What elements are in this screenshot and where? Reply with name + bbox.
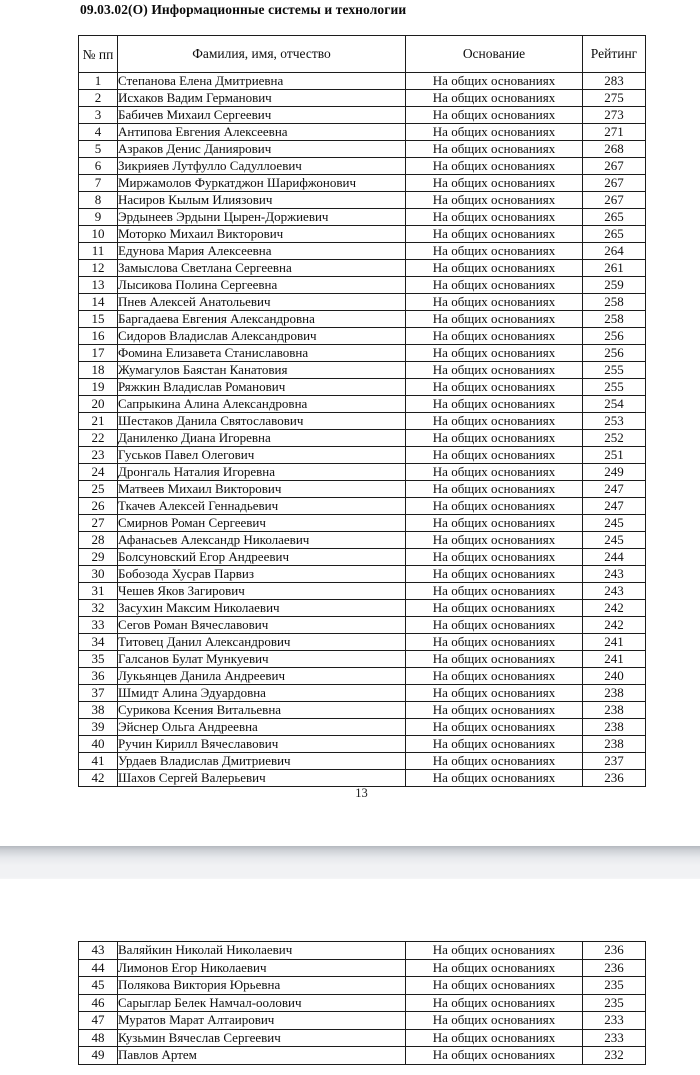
cell-name: Чешев Яков Загирович — [118, 583, 406, 600]
rank-table-page-2 — [78, 941, 646, 1065]
cell-num: 7 — [79, 175, 118, 192]
table-row — [79, 566, 646, 583]
cell-basis: На общих основаниях — [406, 141, 583, 158]
table-row — [79, 1012, 646, 1030]
cell-name: Шмидт Алина Эдуардовна — [118, 685, 406, 702]
cell-num: 6 — [79, 158, 118, 175]
cell-basis: На общих основаниях — [406, 345, 583, 362]
table-row — [79, 942, 646, 960]
cell-num: 44 — [79, 959, 118, 977]
cell-name: Гуськов Павел Олегович — [118, 447, 406, 464]
cell-rating: 236 — [583, 770, 646, 787]
cell-basis: На общих основаниях — [406, 362, 583, 379]
cell-name: Болсуновский Егор Андреевич — [118, 549, 406, 566]
cell-name: Сарыглар Белек Намчал-оолович — [118, 994, 406, 1012]
table-row — [79, 260, 646, 277]
cell-name: Исхаков Вадим Германович — [118, 90, 406, 107]
rank-table-page-1 — [78, 35, 646, 787]
cell-name: Сидоров Владислав Александрович — [118, 328, 406, 345]
cell-rating: 265 — [583, 209, 646, 226]
cell-name: Муратов Марат Алтаирович — [118, 1012, 406, 1030]
cell-num: 34 — [79, 634, 118, 651]
cell-rating: 267 — [583, 158, 646, 175]
table-row — [79, 515, 646, 532]
cell-num: 11 — [79, 243, 118, 260]
table-row — [79, 413, 646, 430]
cell-name: Азраков Денис Даниярович — [118, 141, 406, 158]
cell-basis: На общих основаниях — [406, 481, 583, 498]
cell-name: Афанасьев Александр Николаевич — [118, 532, 406, 549]
table-row — [79, 328, 646, 345]
cell-basis: На общих основаниях — [406, 719, 583, 736]
cell-rating: 242 — [583, 600, 646, 617]
rank-table-body-1 — [79, 73, 646, 787]
cell-name: Полякова Виктория Юрьевна — [118, 977, 406, 995]
cell-num: 30 — [79, 566, 118, 583]
table-row — [79, 498, 646, 515]
cell-num: 40 — [79, 736, 118, 753]
table-row — [79, 345, 646, 362]
cell-num: 42 — [79, 770, 118, 787]
cell-rating: 256 — [583, 328, 646, 345]
cell-basis: На общих основаниях — [406, 243, 583, 260]
table-row — [79, 175, 646, 192]
cell-rating: 243 — [583, 583, 646, 600]
cell-basis: На общих основаниях — [406, 600, 583, 617]
cell-rating: 241 — [583, 634, 646, 651]
cell-name: Смирнов Роман Сергеевич — [118, 515, 406, 532]
cell-name: Миржамолов Фуркатджон Шарифжонович — [118, 175, 406, 192]
cell-rating: 237 — [583, 753, 646, 770]
cell-basis: На общих основаниях — [406, 396, 583, 413]
table-row — [79, 770, 646, 787]
table-row — [79, 226, 646, 243]
cell-basis: На общих основаниях — [406, 175, 583, 192]
table-row — [79, 481, 646, 498]
cell-rating: 240 — [583, 668, 646, 685]
table-row — [79, 719, 646, 736]
cell-name: Шестаков Данила Святославович — [118, 413, 406, 430]
cell-basis: На общих основаниях — [406, 413, 583, 430]
table-row — [79, 1047, 646, 1065]
cell-name: Замыслова Светлана Сергеевна — [118, 260, 406, 277]
cell-rating: 238 — [583, 702, 646, 719]
table-row — [79, 977, 646, 995]
cell-name: Степанова Елена Дмитриевна — [118, 73, 406, 90]
cell-rating: 247 — [583, 498, 646, 515]
cell-num: 29 — [79, 549, 118, 566]
cell-num: 25 — [79, 481, 118, 498]
cell-rating: 268 — [583, 141, 646, 158]
cell-name: Лимонов Егор Николаевич — [118, 959, 406, 977]
cell-basis: На общих основаниях — [406, 736, 583, 753]
cell-name: Баргадаева Евгения Александровна — [118, 311, 406, 328]
cell-rating: 233 — [583, 1029, 646, 1047]
header-rating: Рейтинг — [583, 36, 646, 73]
cell-num: 1 — [79, 73, 118, 90]
cell-name: Ручин Кирилл Вячеславович — [118, 736, 406, 753]
cell-name: Сегов Роман Вячеславович — [118, 617, 406, 634]
cell-num: 16 — [79, 328, 118, 345]
cell-num: 3 — [79, 107, 118, 124]
table-row — [79, 1029, 646, 1047]
table-row — [79, 532, 646, 549]
cell-basis: На общих основаниях — [406, 447, 583, 464]
cell-num: 35 — [79, 651, 118, 668]
cell-rating: 233 — [583, 1012, 646, 1030]
cell-basis: На общих основаниях — [406, 685, 583, 702]
header-row — [79, 36, 646, 73]
cell-name: Лысикова Полина Сергеевна — [118, 277, 406, 294]
cell-basis: На общих основаниях — [406, 1029, 583, 1047]
table-row — [79, 685, 646, 702]
cell-name: Титовец Данил Александрович — [118, 634, 406, 651]
table-row — [79, 464, 646, 481]
table-row — [79, 651, 646, 668]
table-row — [79, 277, 646, 294]
cell-name: Дронгаль Наталия Игоревна — [118, 464, 406, 481]
cell-num: 12 — [79, 260, 118, 277]
cell-basis: На общих основаниях — [406, 90, 583, 107]
cell-name: Засухин Максим Николаевич — [118, 600, 406, 617]
cell-num: 19 — [79, 379, 118, 396]
cell-num: 24 — [79, 464, 118, 481]
cell-num: 4 — [79, 124, 118, 141]
cell-basis: На общих основаниях — [406, 702, 583, 719]
cell-rating: 264 — [583, 243, 646, 260]
cell-name: Бабичев Михаил Сергеевич — [118, 107, 406, 124]
cell-num: 10 — [79, 226, 118, 243]
cell-num: 22 — [79, 430, 118, 447]
cell-name: Валяйкин Николай Николаевич — [118, 942, 406, 960]
cell-num: 2 — [79, 90, 118, 107]
cell-rating: 265 — [583, 226, 646, 243]
cell-name: Сапрыкина Алина Александровна — [118, 396, 406, 413]
table-row — [79, 379, 646, 396]
table-row — [79, 158, 646, 175]
cell-num: 41 — [79, 753, 118, 770]
cell-basis: На общих основаниях — [406, 515, 583, 532]
cell-rating: 255 — [583, 362, 646, 379]
cell-basis: На общих основаниях — [406, 1047, 583, 1065]
cell-rating: 236 — [583, 942, 646, 960]
table-row — [79, 311, 646, 328]
cell-basis: На общих основаниях — [406, 617, 583, 634]
cell-name: Галсанов Булат Мункуевич — [118, 651, 406, 668]
table-row — [79, 124, 646, 141]
cell-num: 27 — [79, 515, 118, 532]
cell-name: Даниленко Диана Игоревна — [118, 430, 406, 447]
table-row — [79, 209, 646, 226]
table-row — [79, 959, 646, 977]
cell-name: Эйснер Ольга Андреевна — [118, 719, 406, 736]
cell-rating: 259 — [583, 277, 646, 294]
cell-num: 36 — [79, 668, 118, 685]
cell-rating: 235 — [583, 977, 646, 995]
cell-num: 8 — [79, 192, 118, 209]
table-row — [79, 107, 646, 124]
cell-rating: 283 — [583, 73, 646, 90]
cell-name: Антипова Евгения Алексеевна — [118, 124, 406, 141]
cell-num: 46 — [79, 994, 118, 1012]
cell-basis: На общих основаниях — [406, 124, 583, 141]
cell-name: Пнев Алексей Анатольевич — [118, 294, 406, 311]
cell-rating: 249 — [583, 464, 646, 481]
table-row — [79, 753, 646, 770]
cell-name: Лукьянцев Данила Андреевич — [118, 668, 406, 685]
cell-basis: На общих основаниях — [406, 634, 583, 651]
cell-rating: 251 — [583, 447, 646, 464]
table-row — [79, 549, 646, 566]
cell-rating: 255 — [583, 379, 646, 396]
cell-basis: На общих основаниях — [406, 158, 583, 175]
cell-rating: 245 — [583, 532, 646, 549]
cell-basis: На общих основаниях — [406, 770, 583, 787]
cell-basis: На общих основаниях — [406, 192, 583, 209]
cell-basis: На общих основаниях — [406, 549, 583, 566]
cell-num: 31 — [79, 583, 118, 600]
table-row — [79, 583, 646, 600]
cell-rating: 267 — [583, 175, 646, 192]
cell-num: 15 — [79, 311, 118, 328]
cell-name: Жумагулов Баястан Канатовия — [118, 362, 406, 379]
rank-table-body-2 — [79, 942, 646, 1065]
cell-basis: На общих основаниях — [406, 583, 583, 600]
table-row — [79, 294, 646, 311]
cell-rating: 256 — [583, 345, 646, 362]
cell-basis: На общих основаниях — [406, 260, 583, 277]
table-row — [79, 243, 646, 260]
cell-name: Сурикова Ксения Витальевна — [118, 702, 406, 719]
cell-rating: 271 — [583, 124, 646, 141]
cell-num: 23 — [79, 447, 118, 464]
cell-basis: На общих основаниях — [406, 328, 583, 345]
cell-rating: 243 — [583, 566, 646, 583]
table-row — [79, 702, 646, 719]
cell-basis: На общих основаниях — [406, 311, 583, 328]
cell-num: 38 — [79, 702, 118, 719]
cell-rating: 242 — [583, 617, 646, 634]
cell-rating: 238 — [583, 685, 646, 702]
table-row — [79, 447, 646, 464]
cell-num: 32 — [79, 600, 118, 617]
program-title: 09.03.02(О) Информационные системы и технологии — [80, 2, 407, 17]
header-num: № пп — [79, 36, 118, 73]
page-separator — [0, 846, 700, 879]
table-row — [79, 430, 646, 447]
cell-num: 48 — [79, 1029, 118, 1047]
cell-num: 39 — [79, 719, 118, 736]
table-row — [79, 736, 646, 753]
cell-name: Едунова Мария Алексеевна — [118, 243, 406, 260]
cell-num: 49 — [79, 1047, 118, 1065]
table-row — [79, 141, 646, 158]
header-name: Фамилия, имя, отчество — [118, 36, 406, 73]
cell-rating: 275 — [583, 90, 646, 107]
cell-basis: На общих основаниях — [406, 73, 583, 90]
cell-num: 33 — [79, 617, 118, 634]
table-row — [79, 994, 646, 1012]
table-row — [79, 73, 646, 90]
cell-basis: На общих основаниях — [406, 379, 583, 396]
cell-basis: На общих основаниях — [406, 464, 583, 481]
cell-name: Зикрияев Лутфулло Садуллоевич — [118, 158, 406, 175]
cell-basis: На общих основаниях — [406, 753, 583, 770]
cell-rating: 238 — [583, 736, 646, 753]
cell-num: 9 — [79, 209, 118, 226]
cell-name: Матвеев Михаил Викторович — [118, 481, 406, 498]
cell-num: 14 — [79, 294, 118, 311]
cell-name: Ткачев Алексей Геннадьевич — [118, 498, 406, 515]
cell-name: Урдаев Владислав Дмитриевич — [118, 753, 406, 770]
cell-num: 43 — [79, 942, 118, 960]
cell-num: 20 — [79, 396, 118, 413]
cell-name: Шахов Сергей Валерьевич — [118, 770, 406, 787]
cell-name: Бобозода Хусрав Парвиз — [118, 566, 406, 583]
cell-basis: На общих основаниях — [406, 651, 583, 668]
rank-table-header — [79, 36, 646, 73]
cell-basis: На общих основаниях — [406, 226, 583, 243]
cell-basis: На общих основаниях — [406, 532, 583, 549]
cell-basis: На общих основаниях — [406, 942, 583, 960]
cell-basis: На общих основаниях — [406, 994, 583, 1012]
cell-basis: На общих основаниях — [406, 209, 583, 226]
cell-num: 21 — [79, 413, 118, 430]
cell-num: 45 — [79, 977, 118, 995]
cell-basis: На общих основаниях — [406, 977, 583, 995]
cell-basis: На общих основаниях — [406, 498, 583, 515]
cell-basis: На общих основаниях — [406, 277, 583, 294]
cell-rating: 273 — [583, 107, 646, 124]
cell-rating: 245 — [583, 515, 646, 532]
cell-num: 28 — [79, 532, 118, 549]
cell-rating: 236 — [583, 959, 646, 977]
header-basis: Основание — [406, 36, 583, 73]
cell-basis: На общих основаниях — [406, 1012, 583, 1030]
cell-rating: 267 — [583, 192, 646, 209]
page-number: 13 — [355, 786, 368, 800]
table-row — [79, 362, 646, 379]
table-row — [79, 192, 646, 209]
cell-rating: 241 — [583, 651, 646, 668]
cell-rating: 247 — [583, 481, 646, 498]
cell-name: Эрдынеев Эрдыни Цырен-Доржиевич — [118, 209, 406, 226]
cell-num: 17 — [79, 345, 118, 362]
table-row — [79, 90, 646, 107]
cell-rating: 232 — [583, 1047, 646, 1065]
cell-rating: 235 — [583, 994, 646, 1012]
cell-name: Ряжкин Владислав Романович — [118, 379, 406, 396]
cell-num: 37 — [79, 685, 118, 702]
cell-rating: 252 — [583, 430, 646, 447]
cell-num: 47 — [79, 1012, 118, 1030]
cell-num: 13 — [79, 277, 118, 294]
table-row — [79, 634, 646, 651]
table-row — [79, 600, 646, 617]
cell-basis: На общих основаниях — [406, 566, 583, 583]
cell-name: Насиров Кылым Илиязович — [118, 192, 406, 209]
cell-num: 26 — [79, 498, 118, 515]
cell-rating: 254 — [583, 396, 646, 413]
cell-basis: На общих основаниях — [406, 959, 583, 977]
cell-name: Фомина Елизавета Станиславовна — [118, 345, 406, 362]
cell-num: 18 — [79, 362, 118, 379]
table-row — [79, 617, 646, 634]
table-row — [79, 396, 646, 413]
cell-name: Моторко Михаил Викторович — [118, 226, 406, 243]
cell-rating: 258 — [583, 294, 646, 311]
cell-num: 5 — [79, 141, 118, 158]
cell-basis: На общих основаниях — [406, 430, 583, 447]
table-row — [79, 668, 646, 685]
cell-basis: На общих основаниях — [406, 107, 583, 124]
cell-name: Кузьмин Вячеслав Сергеевич — [118, 1029, 406, 1047]
cell-basis: На общих основаниях — [406, 294, 583, 311]
cell-rating: 261 — [583, 260, 646, 277]
cell-basis: На общих основаниях — [406, 668, 583, 685]
cell-name: Павлов Артем — [118, 1047, 406, 1065]
cell-rating: 238 — [583, 719, 646, 736]
cell-rating: 253 — [583, 413, 646, 430]
cell-rating: 244 — [583, 549, 646, 566]
cell-rating: 258 — [583, 311, 646, 328]
